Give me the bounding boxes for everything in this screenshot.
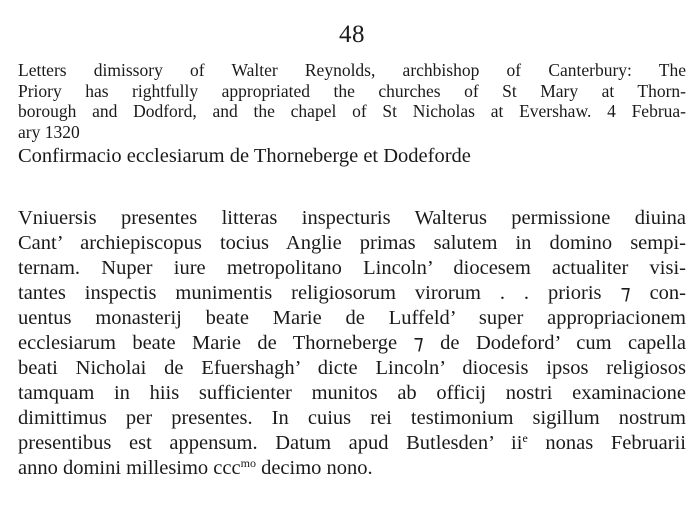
charter-heading: Confirmacio ecclesiarum de Thorneberge et Dodeforde (18, 145, 471, 167)
document-number: 48 (339, 21, 365, 48)
calendar-line: ary 1320 (18, 121, 80, 142)
calendar-summary (18, 60, 686, 142)
charter-line-text: decimo nono. (255, 457, 373, 479)
superscript: mo (240, 456, 256, 470)
calendar-line: Letters dimissory of Walter Reynolds, archbishop of Canterbury: The (18, 60, 686, 80)
charter-line-text: anno domini millesimo ccc (18, 457, 241, 479)
charter-line: tamquam in hiis sufficienter munitos ab officij nostri examinacione (18, 382, 686, 404)
charter-line: beati Nicholai de Efuershagh’ dicte Lincoln’ diocesis ipsos religiosos (18, 357, 686, 379)
charter-line: Cant’ archiepiscopus tocius Anglie primas salutem in domino sempi- (18, 232, 686, 254)
charter-line: tantes inspectis munimentis religiosorum virorum . . prioris ⁊ con- (18, 282, 686, 304)
charter-line: uentus monasterij beate Marie de Luffeld’ super appropriacionem (18, 307, 686, 329)
charter-line: ecclesiarum beate Marie de Thorneberge ⁊ de Dodeford’ cum capella (18, 332, 686, 354)
charter-line: ternam. Nuper iure metropolitano Lincoln’ diocesem actualiter visi- (18, 257, 686, 279)
calendar-line: Priory has rightfully appropriated the churches of St Mary at Thorn- (18, 80, 686, 101)
charter-line (18, 431, 686, 456)
charter-line-text: presentibus est appensum. Datum apud Butlesden’ ii (18, 432, 523, 454)
calendar-line: borough and Dodford, and the chapel of St Nicholas at Evershaw. 4 Februa- (18, 101, 686, 121)
charter-line: Vniuersis presentes litteras inspecturis Walterus permissione diuina (18, 207, 686, 229)
charter-line-text: nonas Februarii (527, 432, 686, 454)
charter-text (18, 206, 686, 481)
superscript: e (522, 431, 528, 445)
charter-line: dimittimus per presentes. In cuius rei testimonium sigillum nostrum (18, 407, 686, 429)
charter-line (18, 456, 686, 481)
